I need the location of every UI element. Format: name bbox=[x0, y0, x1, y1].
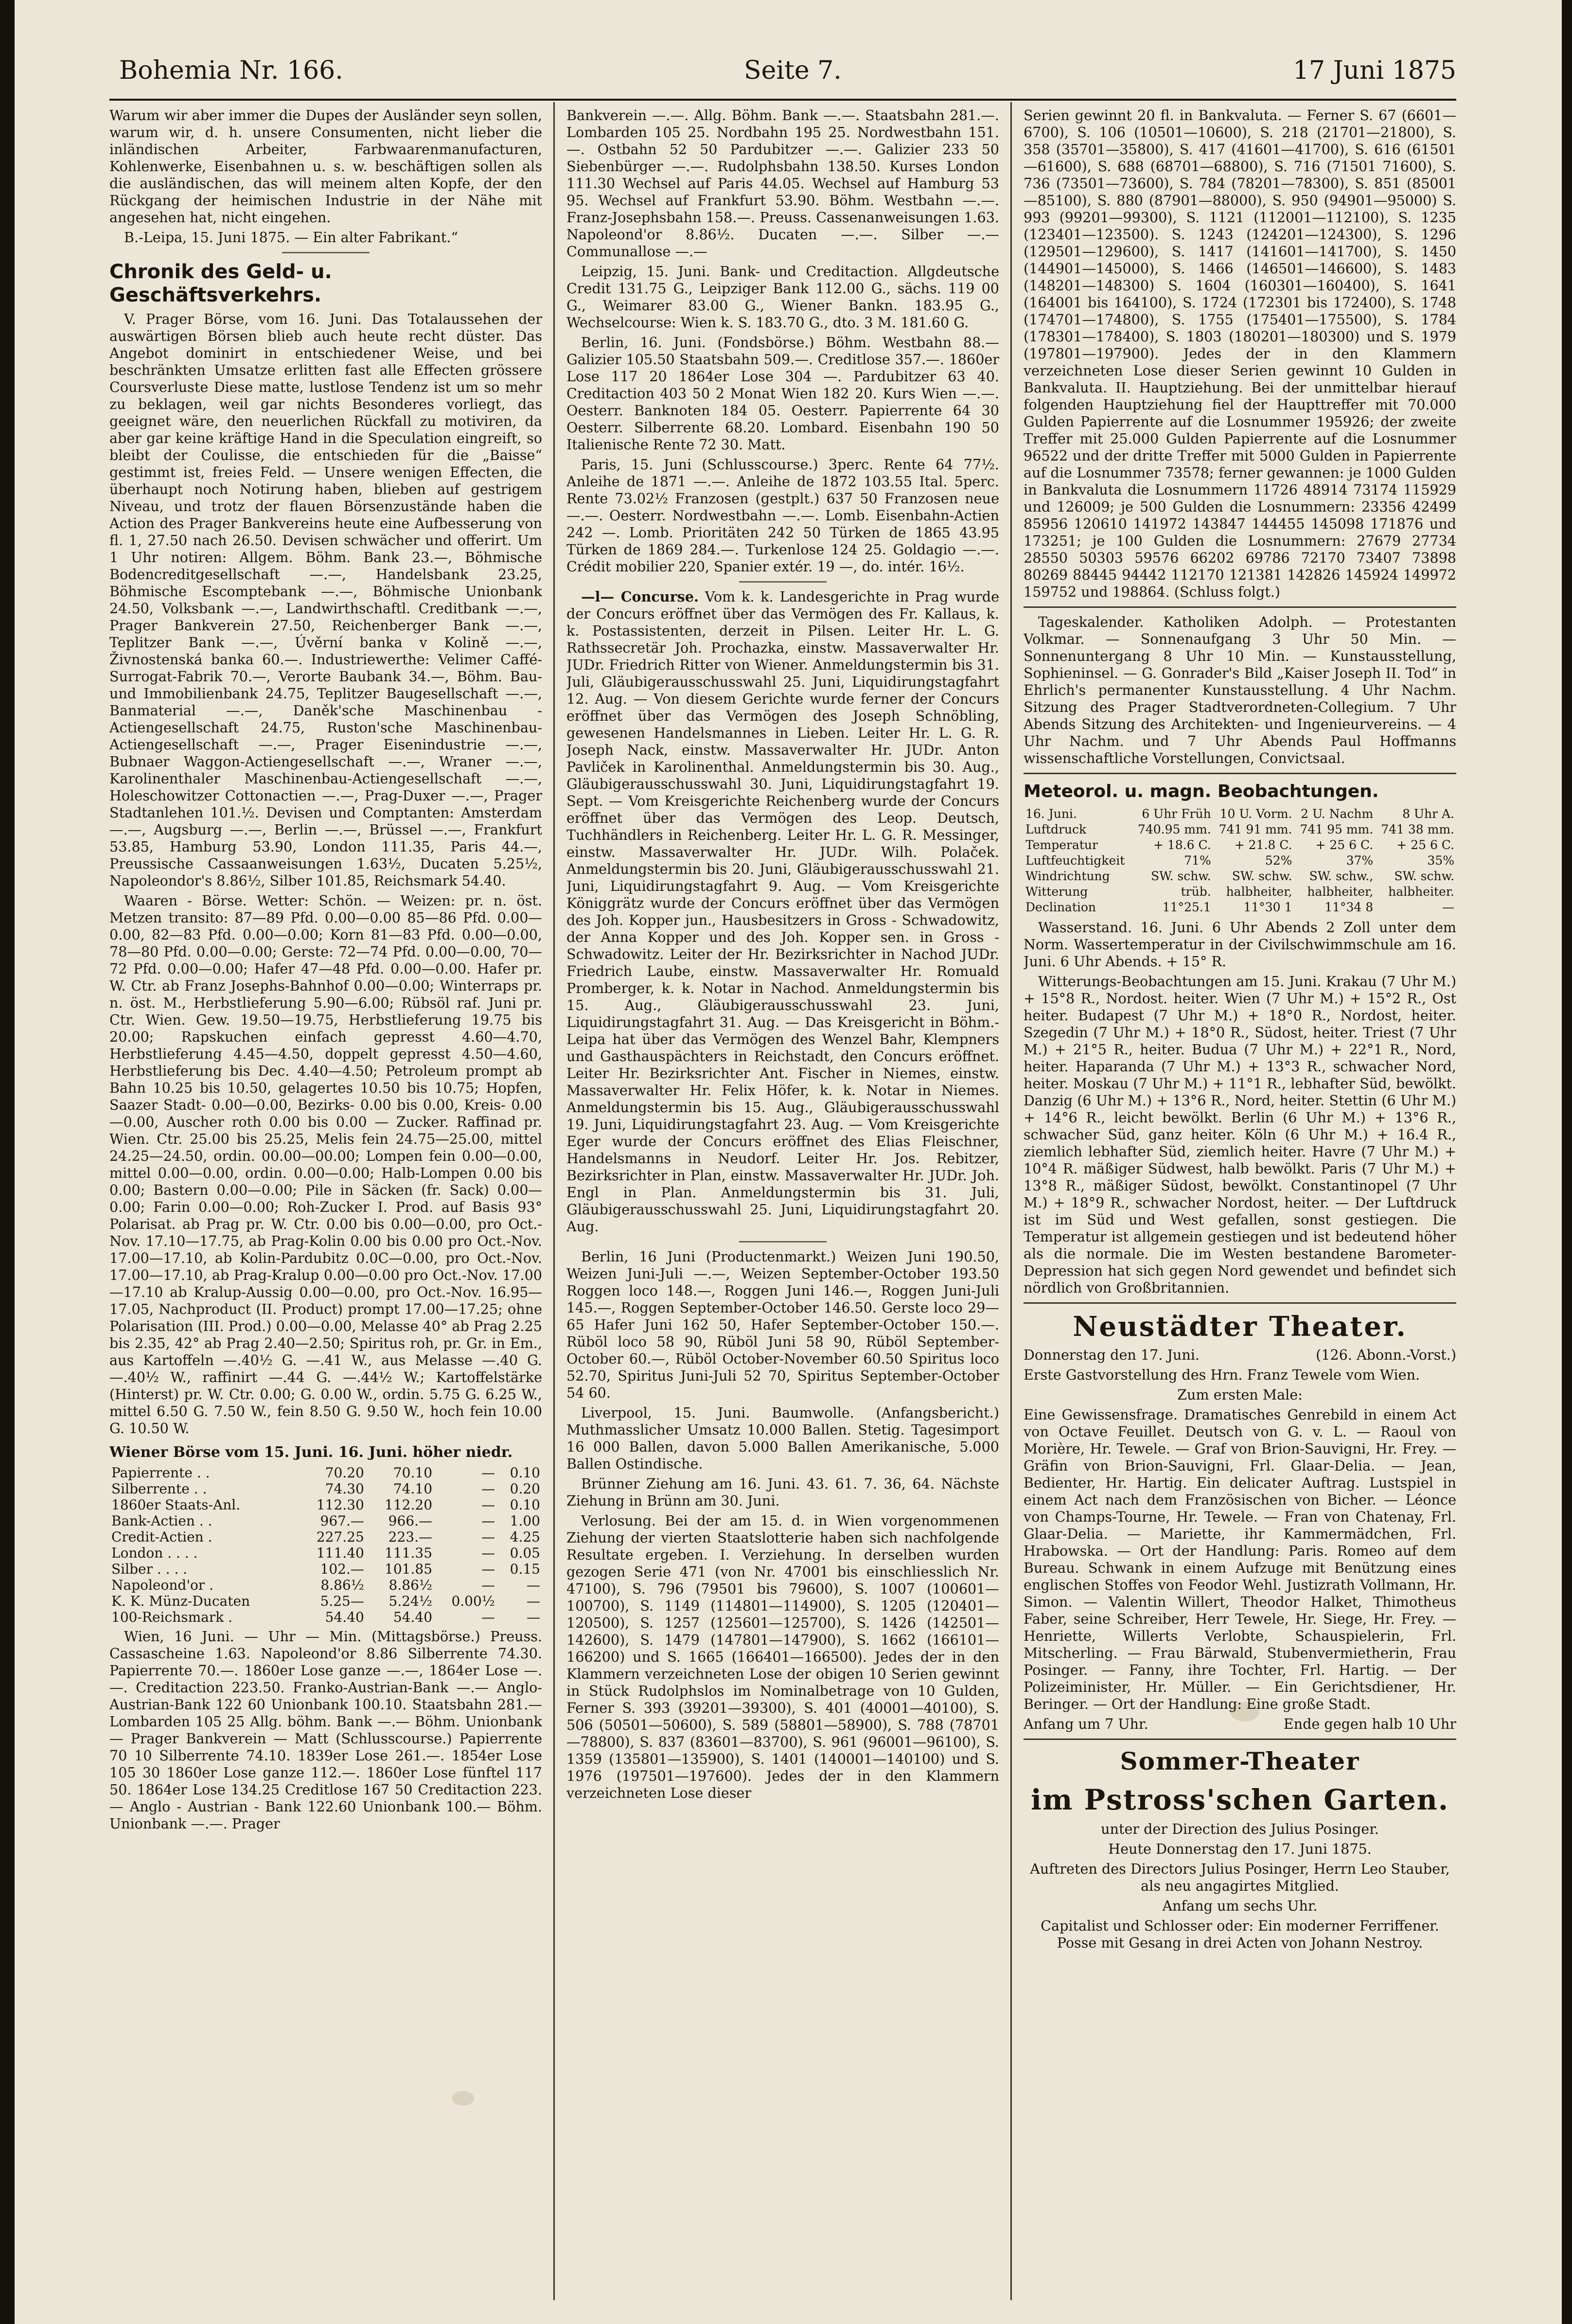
meteo-row bbox=[1024, 806, 1456, 822]
page-header bbox=[109, 46, 1456, 90]
sommer-cast: Auftreten des Directors Julius Posinger, Herrn Leo Stauber, als neu angagirtes Mitglied. bbox=[1030, 1861, 1450, 1894]
wiener-boerse-row bbox=[109, 1465, 542, 1481]
theater-date: Donnerstag den 17. Juni. bbox=[1024, 1347, 1200, 1363]
table-cell: + 25 6 C. bbox=[1396, 838, 1454, 852]
table-cell: Credit-Actien . bbox=[111, 1529, 212, 1545]
meteo-row bbox=[1024, 869, 1456, 884]
table-cell: 0.20 bbox=[510, 1481, 540, 1497]
table-cell: — bbox=[481, 1513, 495, 1529]
table-cell: Silberrente . . bbox=[111, 1481, 207, 1497]
table-cell: 8 Uhr A. bbox=[1402, 807, 1454, 821]
table-cell: Silber . . . . bbox=[111, 1561, 188, 1577]
table-cell: SW. schw., bbox=[1309, 869, 1374, 883]
neustaedter-theater-heading: Neustädter Theater. bbox=[1073, 1311, 1407, 1343]
table-cell: — bbox=[481, 1577, 495, 1593]
table-cell: 35% bbox=[1427, 853, 1454, 868]
berlin-productenmarkt-report: Berlin, 16 Juni (Productenmarkt.) Weizen Juni 190.50, Weizen Juni-Juli —.—, Weizen September-October 193.50 Roggen loco 148.—, Roggen Juni 146.—, Roggen Juni-Juli 145.—, Roggen September-October 146.50. Gerste loco 29—65 Hafer Juni 162 50, Hafer September-October 150.—. Rüböl loco 58 90, Rüböl Juni 58 90, Rüböl September-October 60.—, Rüböl October-November 60.50 Spiritus loco 52.70, Spiritus Juni-Juli 52 70, Spiritus September-October 54 60. bbox=[566, 1248, 999, 1401]
table-cell: 0.05 bbox=[510, 1545, 540, 1561]
table-cell: — bbox=[481, 1529, 495, 1545]
liverpool-report: Liverpool, 15. Juni. Baumwolle. (Anfangsbericht.) Muthmasslicher Umsatz 10.000 Ballen. Stetig. Tagesimport 16 000 Ballen, davon 5.000 Ballen Amerikanische, 5.000 Ballen Ostindische. bbox=[566, 1404, 999, 1472]
meteo-row bbox=[1024, 822, 1456, 837]
table-cell: 966.— bbox=[388, 1513, 433, 1529]
newspaper-page bbox=[15, 0, 1562, 2324]
meteo-heading: Meteorol. u. magn. Beobachtungen. bbox=[1024, 781, 1379, 801]
table-cell: Windrichtung bbox=[1025, 869, 1110, 883]
table-cell: — bbox=[481, 1561, 495, 1577]
table-cell: London . . . . bbox=[111, 1545, 198, 1561]
table-cell: Papierrente . . bbox=[111, 1465, 210, 1481]
table-cell: 100-Reichsmark . bbox=[111, 1609, 232, 1625]
table-cell: 2 U. Nachm bbox=[1301, 807, 1374, 821]
table-cell: 102.— bbox=[320, 1561, 364, 1577]
sommer-start: Anfang um sechs Uhr. bbox=[1162, 1898, 1318, 1914]
table-cell: 70.20 bbox=[325, 1465, 364, 1481]
meteo-row bbox=[1024, 884, 1456, 900]
wien-mittagsboerse-report: Wien, 16 Juni. — Uhr — Min. (Mittagsbörse.) Preuss. Cassascheine 1.63. Napoleond'or 8.86 Silberrente 74.30. Papierrente 70.—. 1860er Lose ganze —.—, 1864er Lose —.—. Creditaction 223.50. Franko-Austrian-Bank —.— Anglo-Austrian-Bank 122 60 Unionbank 100.10. Staatsbahn 281.— Lombarden 105 25 Allg. böhm. Bank —.— Böhm. Unionbank — Prager Bankverein — Matt (Schlusscourse.) Papierrente 70 10 Silberrente 74.10. 1839er Lose 261.—. 1854er Lose 105 30 1860er Lose ganze 112.—. 1860er Lose fünftel 117 50. 1864er Lose 134.25 Creditlose 167 50 Creditaction 223.— Anglo - Austrian - Bank 122.60 Unionbank 100.— Böhm. Unionbank —.—. Prager bbox=[109, 1628, 542, 1832]
table-cell: 54.40 bbox=[393, 1609, 433, 1625]
bruenner-ziehung: Brünner Ziehung am 16. Juni. 43. 61. 7. 36, 64. Nächste Ziehung in Brünn am 30. Juni. bbox=[566, 1475, 999, 1509]
table-cell: 740.95 mm. bbox=[1137, 822, 1211, 836]
table-cell: 11°34 8 bbox=[1325, 900, 1374, 914]
wiener-boerse-row bbox=[109, 1513, 542, 1529]
table-cell: 112.30 bbox=[316, 1497, 364, 1513]
chronik-heading: Chronik des Geld- u. Geschäftsverkehrs. bbox=[109, 261, 332, 306]
table-cell: SW. schw. bbox=[1151, 869, 1211, 883]
tageskalender: Tageskalender. Katholiken Adolph. — Protestanten Volkmar. — Sonnenaufgang 3 Uhr 50 Min. — Sonnenuntergang 8 Uhr 10 Min. — Kunstausstellung, Sophieninsel. — G. Gonrader's Bild „Kaiser Joseph II. Tod“ in Ehrlich's permanenter Kunstausstellung. 4 Uhr Nachm. Sitzung des Prager Stadtverordneten-Collegium. 7 Uhr Abends Sitzung des Architekten- und Ingenieurvereins. — 4 Uhr Nachm. und 7 Uhr Abends Paul Hoffmanns wissenschaftliche Vorstellungen, Convictsaal. bbox=[1024, 614, 1456, 766]
theater-date-line bbox=[1024, 1347, 1456, 1364]
witterungs-beobachtungen: Witterungs-Beobachtungen am 15. Juni. Krakau (7 Uhr M.) + 15°8 R., Nordost. heiter. Wien (7 Uhr M.) + 15°2 R., Ost heiter. Budapest (7 Uhr M.) + 18°0 R., Nordost, heiter. Szegedin (7 Uhr M.) + 18°0 R., Südost, heiter. Triest (7 Uhr M.) + 21°5 R., heiter. Budua (7 Uhr M.) + 22°1 R., Nord, heiter. Haparanda (7 Uhr M.) + 13°3 R., schwacher Nord, heiter. Moskau (7 Uhr M.) + 11°1 R., lebhafter Süd, bewölkt. Danzig (6 Uhr M.) + 13°6 R., Nord, heiter. Stettin (6 Uhr M.) + 14°6 R., leicht bewölkt. Berlin (6 Uhr M.) + 13°6 R., schwacher Süd, ganz heiter. Köln (6 Uhr M.) + 16.4 R., ziemlich lebhafter Süd, ziemlich heiter. Havre (7 Uhr M.) + 10°4 R. mäßiger Südwest, halb bewölkt. Paris (7 Uhr M.) + 13°8 R., mäßiger Südost, bewölkt. Constantinopel (7 Uhr M.) + 18°9 R., schwacher Nordost, heiter. — Der Luftdruck ist im Süd und West gefallen, sonst gestiegen. Die Temperatur ist allgemein gestiegen und ist bedeutend höher als die normale. Die im Westen bestandene Barometer-Depression hat sich gegen Nord gewendet und befindet sich nördlich von Großbritannien. bbox=[1024, 973, 1456, 1296]
table-cell: SW. schw. bbox=[1232, 869, 1292, 883]
table-cell: 1.00 bbox=[510, 1513, 540, 1529]
table-cell: 0.10 bbox=[510, 1497, 540, 1513]
header-date: 17 Juni 1875 bbox=[1292, 56, 1456, 85]
table-cell: — bbox=[481, 1497, 495, 1513]
column-1 bbox=[109, 107, 542, 2300]
table-cell: 16. Juni. bbox=[1025, 807, 1077, 821]
rule bbox=[1024, 773, 1456, 774]
wiener-boerse-row bbox=[109, 1593, 542, 1609]
separator bbox=[282, 252, 370, 253]
column-2 bbox=[566, 107, 999, 2300]
sommer-theater-heading: Sommer-Theater bbox=[1120, 1747, 1360, 1775]
header-page-number: Seite 7. bbox=[744, 56, 842, 85]
table-cell: Declination bbox=[1025, 900, 1096, 914]
table-cell: — bbox=[481, 1481, 495, 1497]
table-cell: 741 95 mm. bbox=[1300, 822, 1374, 836]
table-cell: Napoleond'or . bbox=[111, 1577, 214, 1593]
theater-end: Ende gegen halb 10 Uhr bbox=[1283, 1716, 1456, 1732]
letter-paragraph: Warum wir aber immer die Dupes der Ausländer seyn sollen, warum wir, d. h. unsere Consumenten, nicht lieber die inländischen Arbeiter, Farbwaarenmanufacturen, Kohlenwerke, Eisenbahnen u. s. w. beschäftigen sollen als die ausländischen, das will meinem alten Kopfe, der den Rückgang der heimischen Industrie in der Nähe mit angesehen hat, nicht eingehen. bbox=[109, 107, 542, 226]
sommer-direction: unter der Direction des Julius Posinger. bbox=[1101, 1821, 1379, 1837]
table-cell: 0.15 bbox=[510, 1561, 540, 1577]
table-cell: 112.20 bbox=[385, 1497, 433, 1513]
table-cell: — bbox=[527, 1609, 540, 1625]
table-cell: 5.24½ bbox=[389, 1593, 433, 1609]
berlin-fondsboerse-report: Berlin, 16. Juni. (Fondsbörse.) Böhm. Westbahn 88.— Galizier 105.50 Staatsbahn 509.—. Creditlose 357.—. 1860er Lose 117 20 1864er Lose 304 —. Pardubitzer 63 40. Creditaction 403 50 2 Monat Wien 182 20. Kurs Wien —.—. Oesterr. Banknoten 184 05. Oesterr. Papierrente 64 30 Oesterr. Silberrente 68.20. Lombard. Eisenbahn 190 50 Italienische Rente 72 30. Matt. bbox=[566, 334, 999, 453]
column-rule-1 bbox=[553, 102, 555, 2300]
table-cell: Luftdruck bbox=[1025, 822, 1087, 836]
table-cell: 1860er Staats-Anl. bbox=[111, 1497, 241, 1513]
table-cell: 11°30 1 bbox=[1243, 900, 1292, 914]
table-cell: 52% bbox=[1265, 853, 1292, 868]
separator bbox=[739, 1241, 827, 1242]
table-cell: — bbox=[527, 1593, 540, 1609]
table-cell: 74.30 bbox=[325, 1481, 364, 1497]
table-cell: 10 U. Vorm. bbox=[1219, 807, 1292, 821]
header-rule bbox=[109, 99, 1456, 101]
table-cell: 227.25 bbox=[316, 1529, 364, 1545]
table-cell: + 18.6 C. bbox=[1153, 838, 1211, 852]
table-cell: 8.86½ bbox=[320, 1577, 364, 1593]
leipzig-report: Leipzig, 15. Juni. Bank- und Creditaction. Allgdeutsche Credit 131.75 G., Leipziger Bank 112.00 G., sächs. 119 00 G., Weimarer 83.00 G., Wiener Bankn. 183.95 G., Wechselcourse: Wien k. S. 183.70 G., dto. 3 M. 181.60 G. bbox=[566, 263, 999, 331]
table-cell: trüb. bbox=[1181, 885, 1211, 899]
table-cell: 11°25.1 bbox=[1162, 900, 1211, 914]
table-cell: Bank-Actien . . bbox=[111, 1513, 212, 1529]
theater-first-time: Zum ersten Male: bbox=[1177, 1386, 1303, 1403]
table-cell: SW. schw. bbox=[1394, 869, 1454, 883]
verlosung-continued: Serien gewinnt 20 fl. in Bankvaluta. — Ferner S. 67 (6601—6700), S. 106 (10501—10600), S. 218 (21701—21800), S. 358 (35701—35800), S. 417 (41601—41700), S. 616 (61501—61600), S. 688 (68701—68800), S. 716 (71501 71600), S. 736 (73501—73600), S. 784 (78201—78300), S. 851 (85001—85100), S. 880 (87901—88000), S. 950 (94901—95000) S. 993 (99201—99300), S. 1121 (112001—112100), S. 1235 (123401—123500). S. 1243 (124201—124300), S. 1296 (129501—129600), S. 1417 (141601—141700), S. 1450 (144901—145000), S. 1466 (146501—146600), S. 1483 (148201—148300) S. 1604 (160301—160400), S. 1641 (164001 bis 164100), S. 1724 (172301 bis 172400), S. 1748 (174701—174800), S. 1755 (175401—175500), S. 1784 (178301—178400), S. 1803 (180201—180300) und S. 1979 (197801—197900). Jedes der in den Klammern verzeichneten Lose dieser Serien gewinnt 10 Gulden in Bankvaluta. II. Hauptziehung. Bei der unmittelbar hierauf folgenden Hauptziehung fiel der Haupttreffer mit 70.000 Gulden Papierrente auf die Losnummer 195926; der zweite Treffer mit 25.000 Gulden Papierrente auf die Losnummer 96522 und der dritte Treffer mit 5000 Gulden in Papierrente auf die Losnummer 73578; ferner gewannen: je 1000 Gulden in Bankvaluta die Losnummern 11726 48914 73174 115929 und 126009; je 500 Gulden die Losnummern: 23356 42499 85956 120610 141972 143847 144455 145098 171876 und 173251; je 100 Gulden die Losnummern: 27679 27734 28550 50303 59576 66202 69786 72170 73407 73898 80269 88445 94442 112170 121381 142826 145924 149972 159752 und 198864. (Schluss folgt.) bbox=[1024, 107, 1456, 600]
table-cell: K. K. Münz-Ducaten bbox=[111, 1593, 250, 1609]
table-cell: 6 Uhr Früh bbox=[1142, 807, 1211, 821]
wasserstand-note: Wasserstand. 16. Juni. 6 Uhr Abends 2 Zoll unter dem Norm. Wassertemperatur in der Civilschwimmschule am 16. Juni. 6 Uhr Abends. + 15° R. bbox=[1024, 919, 1456, 970]
letter-signature: B.-Leipa, 15. Juni 1875. — Ein alter Fabrikant.“ bbox=[124, 229, 459, 246]
prager-boerse-report: V. Prager Börse, vom 16. Juni. Das Totalaussehen der auswärtigen Börsen blieb auch heute recht düster. Das Angebot dominirt in entschiedener Weise, und bei beschränkten Umsatze erlitten fast alle Effecten grössere Coursverluste Diese matte, lustlose Tendenz ist um so mehr zu beklagen, weil gar nichts Besonderes vorliegt, das geeignet wäre, den neuerlichen Rückfall zu motiviren, da aber gar keine kräftige Hand in die Speculation eingreift, so bleibt der Coulisse, die entschieden für die „Baisse“ gestimmt ist, freies Feld. — Unsere wenigen Effecten, die überhaupt noch Notirung haben, blieben auf gestrigem Niveau, und trotz der flauen Börsenzustände haben die Action des Prager Bankvereins heute eine Aufbesserung von fl. 1, 27.50 nach 26.50. Devisen schwächer und offerirt. Um 1 Uhr notiren: Allgem. Böhm. Bank 23.—, Böhmische Bodencreditgesellschaft —.—, Handelsbank 23.25, Böhmische Escomptebank —.—, Böhmische Unionbank 24.50, Volksbank —.—, Landwirthschaftl. Creditbank —.—, Prager Bankverein 27.50, Reichenberger Bank —.—, Teplitzer Bank —.—, Úvěrní banka v Kolině —.—, Živnostenská banka 60.—. Industriewerthe: Velimer Caffé-Surrogat-Fabrik 70.—, Verorte Baubank 34.—, Böhm. Bau- und Immobilienbank 24.75, Teplitzer Baugesellschaft —.—, Banmaterial —.—, Daněk'sche Maschinenbau - Actiengesellschaft 24.75, Ruston'sche Maschinenbau-Actiengesellschaft —.—, Prager Eisenindustrie —.—, Bubnaer Waggon-Actiengesellschaft —.—, Wraner —.—, Karolinenthaler Maschinenbau-Actiengesellschaft —.—, Holeschowitzer Cottonactien —.—, Prag-Duxer —.—, Prager Stadtanlehen 101.½. Devisen und Comptanten: Amsterdam —.—, Augsburg —.—, Berlin —.—, Brüssel —.—, Frankfurt 53.85, Hamburg 53.90, London 111.35, Paris 44.—, Preussische Cassaanweisungen 1.63½, Ducaten 5.25½, Napoleondor's 8.86½, Silber 101.85, Reichsmark 54.40. bbox=[109, 311, 542, 889]
table-cell: + 25 6 C. bbox=[1315, 838, 1374, 852]
table-cell: — bbox=[481, 1545, 495, 1561]
sommer-play: Capitalist und Schlosser oder: Ein moderner Ferriffener. Posse mit Gesang in drei Acten von Johann Nestroy. bbox=[1041, 1917, 1439, 1951]
table-cell: 54.40 bbox=[325, 1609, 364, 1625]
table-cell: 5.25— bbox=[320, 1593, 364, 1609]
table-cell: 741 38 mm. bbox=[1381, 822, 1454, 836]
table-cell: 111.40 bbox=[316, 1545, 364, 1561]
table-cell: 8.86½ bbox=[389, 1577, 433, 1593]
table-cell: 223.— bbox=[388, 1529, 433, 1545]
table-cell: 967.— bbox=[320, 1513, 364, 1529]
table-cell: 37% bbox=[1346, 853, 1374, 868]
theater-programme: Eine Gewissensfrage. Dramatisches Genrebild in einem Act von Octave Feuillet. Deutsch von G. v. L. — Raoul von Morière, Hr. Tewele. — Graf von Brion-Sauvigni, Hr. Frey. — Gräfin von Brion-Sauvigni, Frl. Glaar-Delia. — Jean, Bedienter, Hr. Hartig. Ein delicater Auftrag. Lustspiel in einem Act nach dem Französischen von Bicher. — Léonce von Champs-Tourne, Hr. Tewele. — Fran von Chatenay, Frl. Glaar-Delia. — Mariette, ihr Kammermädchen, Frl. Hrabowska. — Ort der Handlung: Paris. Romeo auf dem Bureau. Schwank in einem Aufzuge mit Benützung eines englischen Stoffes von Feodor Wehl. Justizrath Vollmann, Hr. Simon. — Valentin Willert, Theodor Halket, Thimotheus Faber, seine Schreiber, Herr Tewele, Hr. Siege, Hr. Frey. — Henriette, Willerts Verlobte, Schauspielerin, Frl. Mitscherling. — Frau Bärwald, Stubenvermietherin, Frau Posinger. — Fanny, ihre Tochter, Frl. Hartig. — Der Polizeiminister, Hr. Müller. — Ein Gerichtsdiener, Hr. Beringer. — Ort der Handlung: Eine große Stadt. bbox=[1024, 1406, 1456, 1712]
table-cell: 4.25 bbox=[510, 1529, 540, 1545]
separator bbox=[739, 581, 827, 583]
wiener-boerse-row bbox=[109, 1545, 542, 1561]
table-cell: 74.10 bbox=[393, 1481, 433, 1497]
table-cell: halbheiter, bbox=[1307, 885, 1374, 899]
meteo-row bbox=[1024, 853, 1456, 869]
meteo-row bbox=[1024, 837, 1456, 853]
rule bbox=[1024, 1739, 1456, 1740]
pstross-garten-heading: im Pstross'schen Garten. bbox=[1030, 1783, 1449, 1816]
table-cell: halbheiter. bbox=[1388, 885, 1454, 899]
waaren-boerse-report: Waaren - Börse. Wetter: Schön. — Weizen: pr. n. öst. Metzen transito: 87—89 Pfd. 0.00—0.00 85—86 Pfd. 0.00—0.00, 82—83 Pfd. 0.00—0.00; Korn 81—83 Pfd. 0.00—0.00, 78—80 Pfd. 0.00—0.00; Gerste: 72—74 Pfd. 0.00—0.00, 70—72 Pfd. 0.00—0.00; Hafer 47—48 Pfd. 0.00—0.00. Hafer pr. W. Ctr. ab Franz Josephs-Bahnhof 0.00—0.00; Winterraps pr. n. öst. M., Herbstlieferung 5.90—6.00; Rübsöl raf. Juni pr. Ctr. Wien. Gew. 19.50—19.75, Herbstlieferung 19.75 bis 20.00; Rapskuchen einfach gepresst 4.60—4.70, Herbstlieferung 4.45—4.50, doppelt gepresst 4.50—4.60, Herbstlieferung bis Dec. 4.40—4.50; Petroleum prompt ab Bahn 10.25 bis 10.50, gelagertes 10.50 bis 10.75; Hopfen, Saazer Stadt- 0.00—0.00, Bezirks- 0.00 bis 0.00, Kreis- 0.00—0.00, Auscher roth 0.00 bis 0.00 — Zucker. Raffinad pr. Wien. Ctr. 25.00 bis 25.25, Melis fein 24.75—25.00, mittel 24.25—24.50, ordin. 00.00—00.00; Lompen fein 0.00—0.00, mittel 0.00—0.00, ordin. 0.00—0.00; Halb-Lompen 0.00 bis 0.00; Bastern 0.00—0.00; Pile in Säcken (fr. Sack) 0.00—0.00; Farin 0.00—0.00; Roh-Zucker I. Prod. auf Basis 93° Polarisat. ab Prag pr. W. Ctr. 0.00 bis 0.00—0.00, pro Oct.-Nov. 17.10—17.75, ab Prag-Kolin 0.00 bis 0.00 pro Oct.-Nov. 17.00—17.10, ab Kolin-Pardubitz 0.0C—0.00, pro Oct.-Nov. 17.00—17.10, ab Prag-Kralup 0.00—0.00 pro Oct.-Nov. 17.00—17.10 ab Kralup-Aussig 0.00—0.00, pro Oct.-Nov. 16.95—17.05, Nachproduct (II. Product) prompt 17.00—17.25; ohne Polarisation (III. Prod.) 0.00—0.00, Melasse 40° ab Prag 2.25 bis 2.35, 42° ab Prag 2.40—2.50; Spiritus roh, pr. Gr. in Em., aus Kartoffeln —.40½ G. —.41 W., aus Melasse —.40 G. —.40½ W., raffinirt —.44 G. —.44½ W.; Kartoffelstärke (Hinterst) pr. W. Ctr. 0.00; G. 0.00 W., ordin. 5.75 G. 6.25 W., mittel 6.50 G. 7.50 W., fein 8.50 G. 9.50 W., hoch fein 10.00 G. 10.50 W. bbox=[109, 892, 542, 1437]
table-cell: 101.85 bbox=[385, 1561, 433, 1577]
rule bbox=[1024, 606, 1456, 608]
table-cell: 111.35 bbox=[385, 1545, 433, 1561]
theater-start: Anfang um 7 Uhr. bbox=[1024, 1716, 1148, 1732]
wien-schlusscourse-continued: Bankverein —.—. Allg. Böhm. Bank —.—. Staatsbahn 281.—. Lombarden 105 25. Nordbahn 195 25. Nordwestbahn 151.—. Ostbahn 52 50 Pardubitzer —.—. Galizier 233 50 Siebenbürger —.—. Rudolphsbahn 138.50. Kurses London 111.30 Wechsel auf Paris 44.05. Wechsel auf Hamburg 53 95. Wechsel auf Frankfurt 53.90. Böhm. Westbahn —.—. Franz-Josephsbahn 158.—. Preuss. Cassenanweisungen 1.63. Napoleond'or 8.86½. Ducaten —.—. Silber —.— Communallose —.— bbox=[566, 107, 999, 260]
wiener-boerse-row bbox=[109, 1529, 542, 1545]
concurse-title: —l— Concurse. bbox=[581, 588, 699, 605]
wiener-boerse-row bbox=[109, 1577, 542, 1593]
table-cell: — bbox=[1442, 900, 1454, 914]
wiener-boerse-heading: Wiener Börse vom 15. Juni. 16. Juni. höher niedr. bbox=[109, 1444, 513, 1461]
table-cell: Luftfeuchtigkeit bbox=[1025, 853, 1125, 868]
concurse-text: Vom k. k. Landesgerichte in Prag wurde der Concurs eröffnet über das Vermögen des Fr. Kallaus, k. k. Postassistenten, derzeit in Pilsen. Leiter Hr. L. G. Rathssecretär Joh. Prochazka, einstw. Massaverwalter Hr. JUDr. Friedrich Ritter von Wiener. Anmeldungstermin bis 31. Juli, Gläubigerausschusswahl 25. Juni, Liquidirungstagfahrt 12. Aug. — Von diesem Gerichte wurde ferner der Concurs eröffnet über das Vermögen des Joseph Schnöbling, gewesenen Handelsmannes in Lieben. Leiter Hr. L. G. R. Joseph Nack, einstw. Massaverwalter Hr. JUDr. Anton Pavliček in Karolinenthal. Anmeldungstermin bis 30. Aug., Gläubigerausschusswahl 30. Juni, Liquidirungstagfahrt 19. Sept. — Vom Kreisgerichte Reichenberg wurde der Concurs eröffnet über das Vermögen des Leop. Deutsch, Tuchhändlers in Reichenberg. Leiter Hr. L. G. R. Messinger, einstw. Massaverwalter Hr. JUDr. Wilh. Polaček. Anmeldungstermin bis 20. Juni, Gläubigerausschusswahl 21. Juni, Liquidirungstagfahrt 9. Aug. — Vom Kreisgerichte Königgrätz wurde der Concurs eröffnet über das Vermögen des Joh. Kopper jun., Hausbesitzers in Gross - Schwadowitz, der Anna Kopper und des Joh. Kopper sen. in Gross - Schwadowitz. Leiter der Hr. Bezirksrichter in Nachod JUDr. Friedrich Laube, einstw. Massaverwalter Hr. Romuald Promberger, k. k. Notar in Nachod. Anmeldungstermin bis 15. Aug., Gläubigerausschusswahl 23. Juni, Liquidirungstagfahrt 31. Aug. — Das Kreisgericht in Böhm.-Leipa hat über das Vermögen des Wenzel Bahr, Klempners und Gasthauspächters in Reichstadt, den Concurs eröffnet. Leiter Hr. Bezirksrichter Ant. Fischer in Niemes, einstw. Massaverwalter Hr. Felix Höfer, k. k. Notar in Niemes. Anmeldungstermin bis 15. Aug., Gläubigerausschusswahl 19. Juni, Liquidirungstagfahrt 23. Aug. — Vom Kreisgerichte Eger wurde der Concurs eröffnet des Elias Fleischner, Handelsmanns in Neudorf. Leiter Hr. Jos. Rebitzer, Bezirksrichter in Plan, einstw. Massaverwalter Hr. JUDr. Joh. Engl in Plan. Anmeldungstermin bis 31. Juli, Gläubigerausschusswahl 25. Juni, Liquidirungstagfahrt 20. Aug. bbox=[566, 588, 999, 1235]
table-cell: + 21.8 C. bbox=[1234, 838, 1292, 852]
table-cell: 0.10 bbox=[510, 1465, 540, 1481]
table-cell: halbheiter, bbox=[1226, 885, 1292, 899]
wiener-boerse-row bbox=[109, 1561, 542, 1577]
table-cell: — bbox=[481, 1609, 495, 1625]
column-rule-2 bbox=[1010, 102, 1012, 2300]
wiener-boerse-table bbox=[109, 1465, 542, 1625]
paris-report: Paris, 15. Juni (Schlusscourse.) 3perc. Rente 64 77½. Anleihe de 1871 —.—. Anleihe de 1872 103.55 Ital. 5perc. Rente 73.02½ Franzosen (gestplt.) 637 50 Franzosen neue —.—. Oesterr. Nordwestbahn —.—. Lomb. Eisenbahn-Actien 242 —. Lomb. Prioritäten 242 50 Türken de 1865 43.95 Türken de 1869 284.—. Turkenlose 124 25. Goldagio —.—. Crédit mobilier 220, Spanier extér. 19 —, do. intér. 16½. bbox=[566, 456, 999, 575]
wiener-boerse-row bbox=[109, 1497, 542, 1513]
theater-guest: Erste Gastvorstellung des Hrn. Franz Tewele vom Wien. bbox=[1024, 1366, 1420, 1383]
header-issue: Bohemia Nr. 166. bbox=[119, 56, 343, 85]
table-cell: — bbox=[527, 1577, 540, 1593]
table-cell: 0.00½ bbox=[451, 1593, 495, 1609]
table-cell: 71% bbox=[1184, 853, 1211, 868]
sommer-date: Heute Donnerstag den 17. Juni 1875. bbox=[1108, 1841, 1372, 1857]
wiener-boerse-row bbox=[109, 1609, 542, 1625]
table-cell: — bbox=[481, 1465, 495, 1481]
theater-times bbox=[1024, 1716, 1456, 1733]
verlosung-report: Verlosung. Bei der am 15. d. in Wien vorgenommenen Ziehung der vierten Staatslotterie haben sich nachfolgende Resultate ergeben. I. Verziehung. In derselben wurden gezogen Serie 471 (von Nr. 47001 bis einschliesslich Nr. 47100), S. 796 (79501 bis 79600), S. 1007 (100601—100700), S. 1149 (114801—114900), S. 1205 (120401—120500), S. 1257 (125601—125700), S. 1426 (142501—142600), S. 1479 (147801—147900), S. 1662 (166101—166200) und S. 1665 (166401—166500). Jedes der in den Klammern verzeichneten Lose der obigen 10 Serien gewinnt in Stück Rudolphslos im Nominalbetrage von 10 Gulden, Ferner S. 393 (39201—39300), S. 401 (40001—40100), S. 506 (50501—50600), S. 589 (58801—58900), S. 788 (78701—78800), S. 837 (83601—83700), S. 961 (96001—96100), S. 1359 (135801—135900), S. 1401 (140001—140100) und S. 1976 (197501—197600). Jedes der in den Klammern verzeichneten Lose dieser bbox=[566, 1512, 999, 1801]
page-content bbox=[109, 46, 1456, 2312]
table-cell: 70.10 bbox=[393, 1465, 433, 1481]
concurse-report bbox=[566, 588, 999, 1235]
table-cell: Temperatur bbox=[1025, 838, 1098, 852]
meteo-row bbox=[1024, 900, 1456, 915]
rule bbox=[1024, 1302, 1456, 1304]
meteo-table bbox=[1024, 806, 1456, 915]
column-3 bbox=[1024, 107, 1456, 2300]
table-cell: Witterung bbox=[1025, 885, 1088, 899]
table-cell: 741 91 mm. bbox=[1219, 822, 1292, 836]
wiener-boerse-row bbox=[109, 1481, 542, 1497]
theater-abonnement: (126. Abonn.-Vorst.) bbox=[1316, 1347, 1456, 1363]
